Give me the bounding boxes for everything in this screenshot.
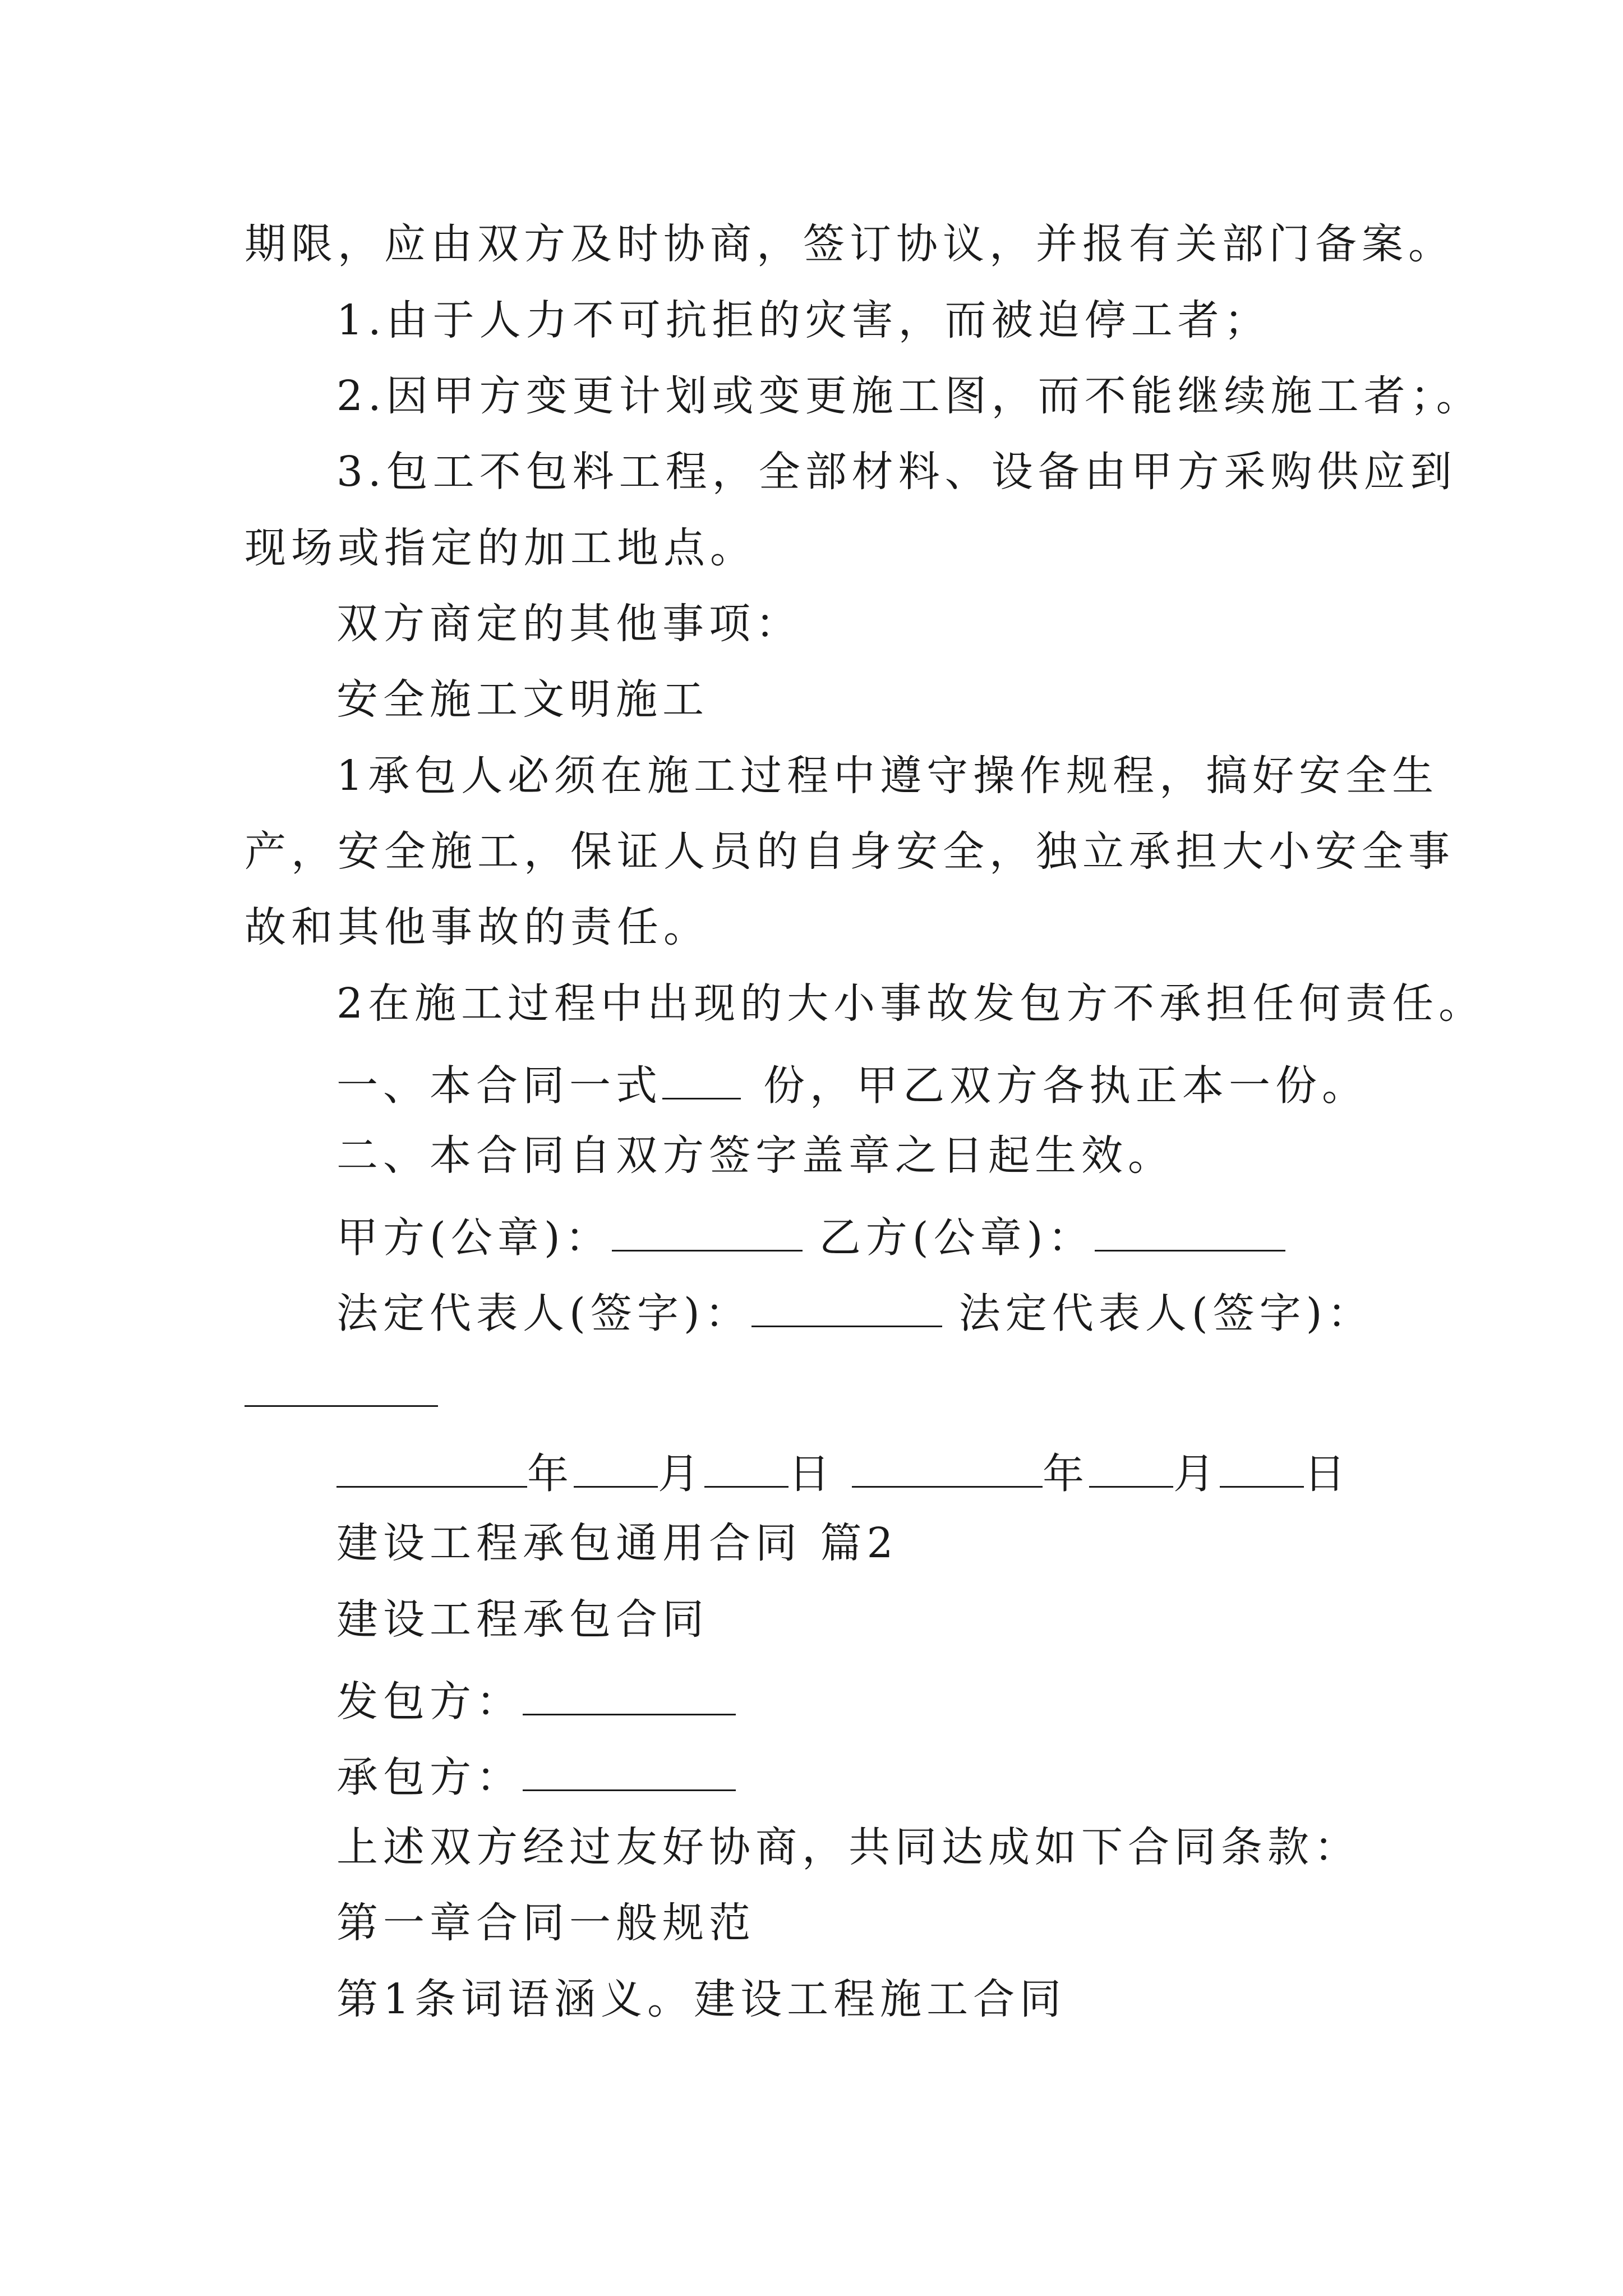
paragraph-line: 期限，应由双方及时协商，签订协议，并报有关部门备案。 <box>245 220 1455 268</box>
employer-blank <box>523 1674 736 1715</box>
clause-text: 一、本合同一式 <box>336 1061 662 1110</box>
day-label: 日 <box>789 1450 835 1498</box>
month-blank <box>1089 1447 1173 1488</box>
paragraph-line: 上述双方经过友好协商，共同达成如下合同条款： <box>336 1823 1361 1871</box>
signature-line <box>336 1286 1374 1338</box>
paragraph-line: 故和其他事故的责任。 <box>245 903 710 951</box>
document-section-title: 建设工程承包通用合同 篇2 <box>336 1519 898 1567</box>
employer-line <box>336 1674 736 1726</box>
list-item: 2在施工过程中出现的大小事故发包方不承担任何责任。 <box>336 979 1486 1028</box>
year-label: 年 <box>527 1450 574 1498</box>
party-b-representative-blank <box>245 1405 438 1407</box>
paragraph-line: 现场或指定的加工地点。 <box>245 524 757 572</box>
year-blank <box>336 1447 527 1488</box>
party-a-seal-blank <box>612 1211 803 1251</box>
party-a-seal-label: 甲方(公章)： <box>336 1213 612 1262</box>
contract-title: 建设工程承包合同 <box>336 1595 709 1644</box>
copies-blank <box>662 1059 741 1099</box>
party-a-representative-label: 法定代表人(签字)： <box>336 1289 751 1338</box>
party-b-representative-label: 法定代表人(签字)： <box>958 1289 1374 1338</box>
party-a-representative-blank <box>751 1286 942 1327</box>
paragraph-line: 二、本合同自双方签字盖章之日起生效。 <box>336 1131 1174 1180</box>
year-label: 年 <box>1043 1450 1089 1498</box>
section-heading: 安全施工文明施工 <box>336 675 709 724</box>
year-blank <box>852 1447 1043 1488</box>
day-blank <box>704 1447 789 1488</box>
paragraph-line: 产，安全施工，保证人员的自身安全，独立承担大小安全事 <box>245 827 1455 876</box>
day-blank <box>1220 1447 1304 1488</box>
section-heading: 双方商定的其他事项： <box>336 600 802 648</box>
party-b-seal-blank <box>1095 1211 1285 1251</box>
contractor-line <box>336 1750 736 1802</box>
month-label: 月 <box>1173 1450 1220 1498</box>
contractor-blank <box>523 1750 736 1791</box>
date-line <box>336 1447 1350 1498</box>
list-item: 3.包工不包料工程，全部材料、设备由甲方采购供应到 <box>336 448 1457 496</box>
day-label: 日 <box>1304 1450 1350 1498</box>
chapter-heading: 第一章合同一般规范 <box>336 1899 755 1947</box>
month-blank <box>574 1447 658 1488</box>
contractor-label: 承包方： <box>336 1753 523 1802</box>
list-item: 2.因甲方变更计划或变更施工图，而不能继续施工者；。 <box>336 372 1483 420</box>
article-heading: 第1条词语涵义。建设工程施工合同 <box>336 1975 1067 2023</box>
month-label: 月 <box>658 1450 704 1498</box>
list-item: 1.由于人力不可抗拒的灾害，而被迫停工者； <box>336 296 1271 344</box>
party-b-seal-label: 乙方(公章)： <box>819 1213 1095 1262</box>
seal-line <box>336 1211 1285 1262</box>
clause-text: 份，甲乙双方各执正本一份。 <box>763 1061 1368 1110</box>
list-item: 1承包人必须在施工过程中遵守操作规程，搞好安全生 <box>336 752 1439 800</box>
employer-label: 发包方： <box>336 1677 523 1726</box>
contract-copies-clause <box>336 1059 1368 1110</box>
